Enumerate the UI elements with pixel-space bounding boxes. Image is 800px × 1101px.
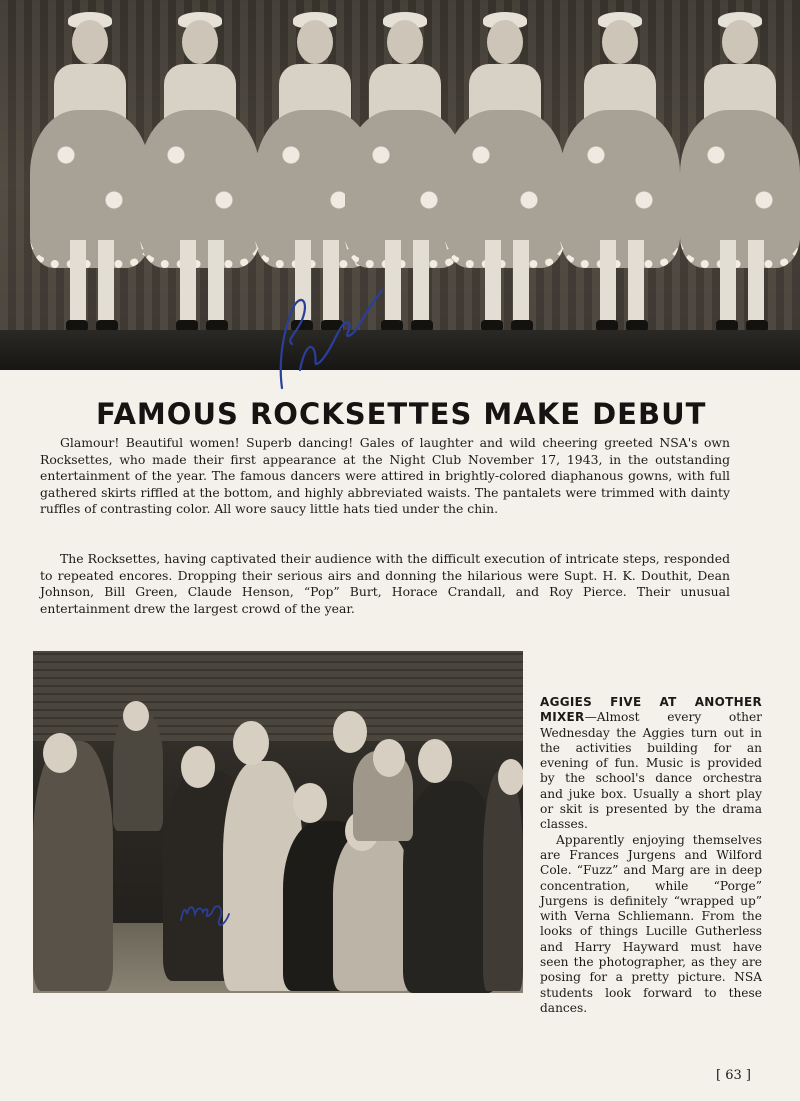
article-paragraph: The Rocksettes, having captivated their audience with the difficult execution of intricate steps, responded to repeated encores. Dropping their serious airs and donning the hilarious were Supt. H. K. Douthit, Dean Johnson, Bill Green, Claude Henson, “Pop” Burt, Horace Crandall, and Roy Pierce. Their unusual entertainment drew the largest crowd of the year. — [40, 551, 730, 616]
caption-text: —Almost every other Wednesday the Aggies turn out in the activities building for an evening of fun. Music is provided by the school's dance orchestra and juke box. Usually a short play or skit is presented by the drama classes. — [540, 710, 762, 832]
dancer-figure — [33, 741, 113, 991]
face — [181, 746, 215, 788]
face — [293, 783, 327, 823]
dancer — [570, 20, 670, 330]
rocksettes-photo — [0, 0, 800, 370]
article-paragraph: Glamour! Beautiful women! Superb dancing! Gales of laughter and wild cheering greeted NSA's own Rocksettes, who made their first appearance at the Night Club November 17, 1943, in the outstanding entertainment of the year. The famous dancers were attired in brightly-colored diaphanous gowns, with full gathered skirts riffled at the bottom, and highly abbreviated waists. The pantalets were trimmed with dainty ruffles of contrasting color. All wore saucy little hats tied under the chin. — [40, 435, 730, 516]
marg-handwriting — [175, 880, 235, 930]
article-title: FAMOUS ROCKSETTES MAKE DEBUT — [96, 397, 707, 431]
page-number: [ 63 ] — [716, 1068, 751, 1083]
photo-caption — [540, 695, 762, 1016]
dancer-figure — [483, 771, 523, 991]
face — [418, 739, 452, 783]
brick-wall — [33, 651, 523, 741]
dancer — [150, 20, 250, 330]
autograph-signature — [270, 270, 390, 400]
face — [43, 733, 77, 773]
mixer-dance-photo — [33, 651, 523, 993]
dancer-figure — [333, 831, 413, 991]
face — [233, 721, 269, 765]
face — [498, 759, 523, 795]
stage-floor — [0, 330, 800, 370]
dancer — [40, 20, 140, 330]
face — [333, 711, 367, 753]
caption-lead: AGGIES FIVE AT ANOTHER MIXER — [540, 695, 762, 725]
caption-text: Apparently enjoying themselves are Frances Jurgens and Wilford Cole. “Fuzz” and Marg are in deep concentration, while “Porge” Jurgens is definitely “wrapped up” with Verna Schliemann. From the looks of things Lucille Gutherless and Harry Hayward must have seen the photographer, as they are posing for a pretty picture. NSA students look forward to these dances. — [540, 832, 762, 1015]
face — [123, 701, 149, 731]
dancer — [690, 20, 790, 330]
face — [373, 739, 405, 777]
dancer — [455, 20, 555, 330]
